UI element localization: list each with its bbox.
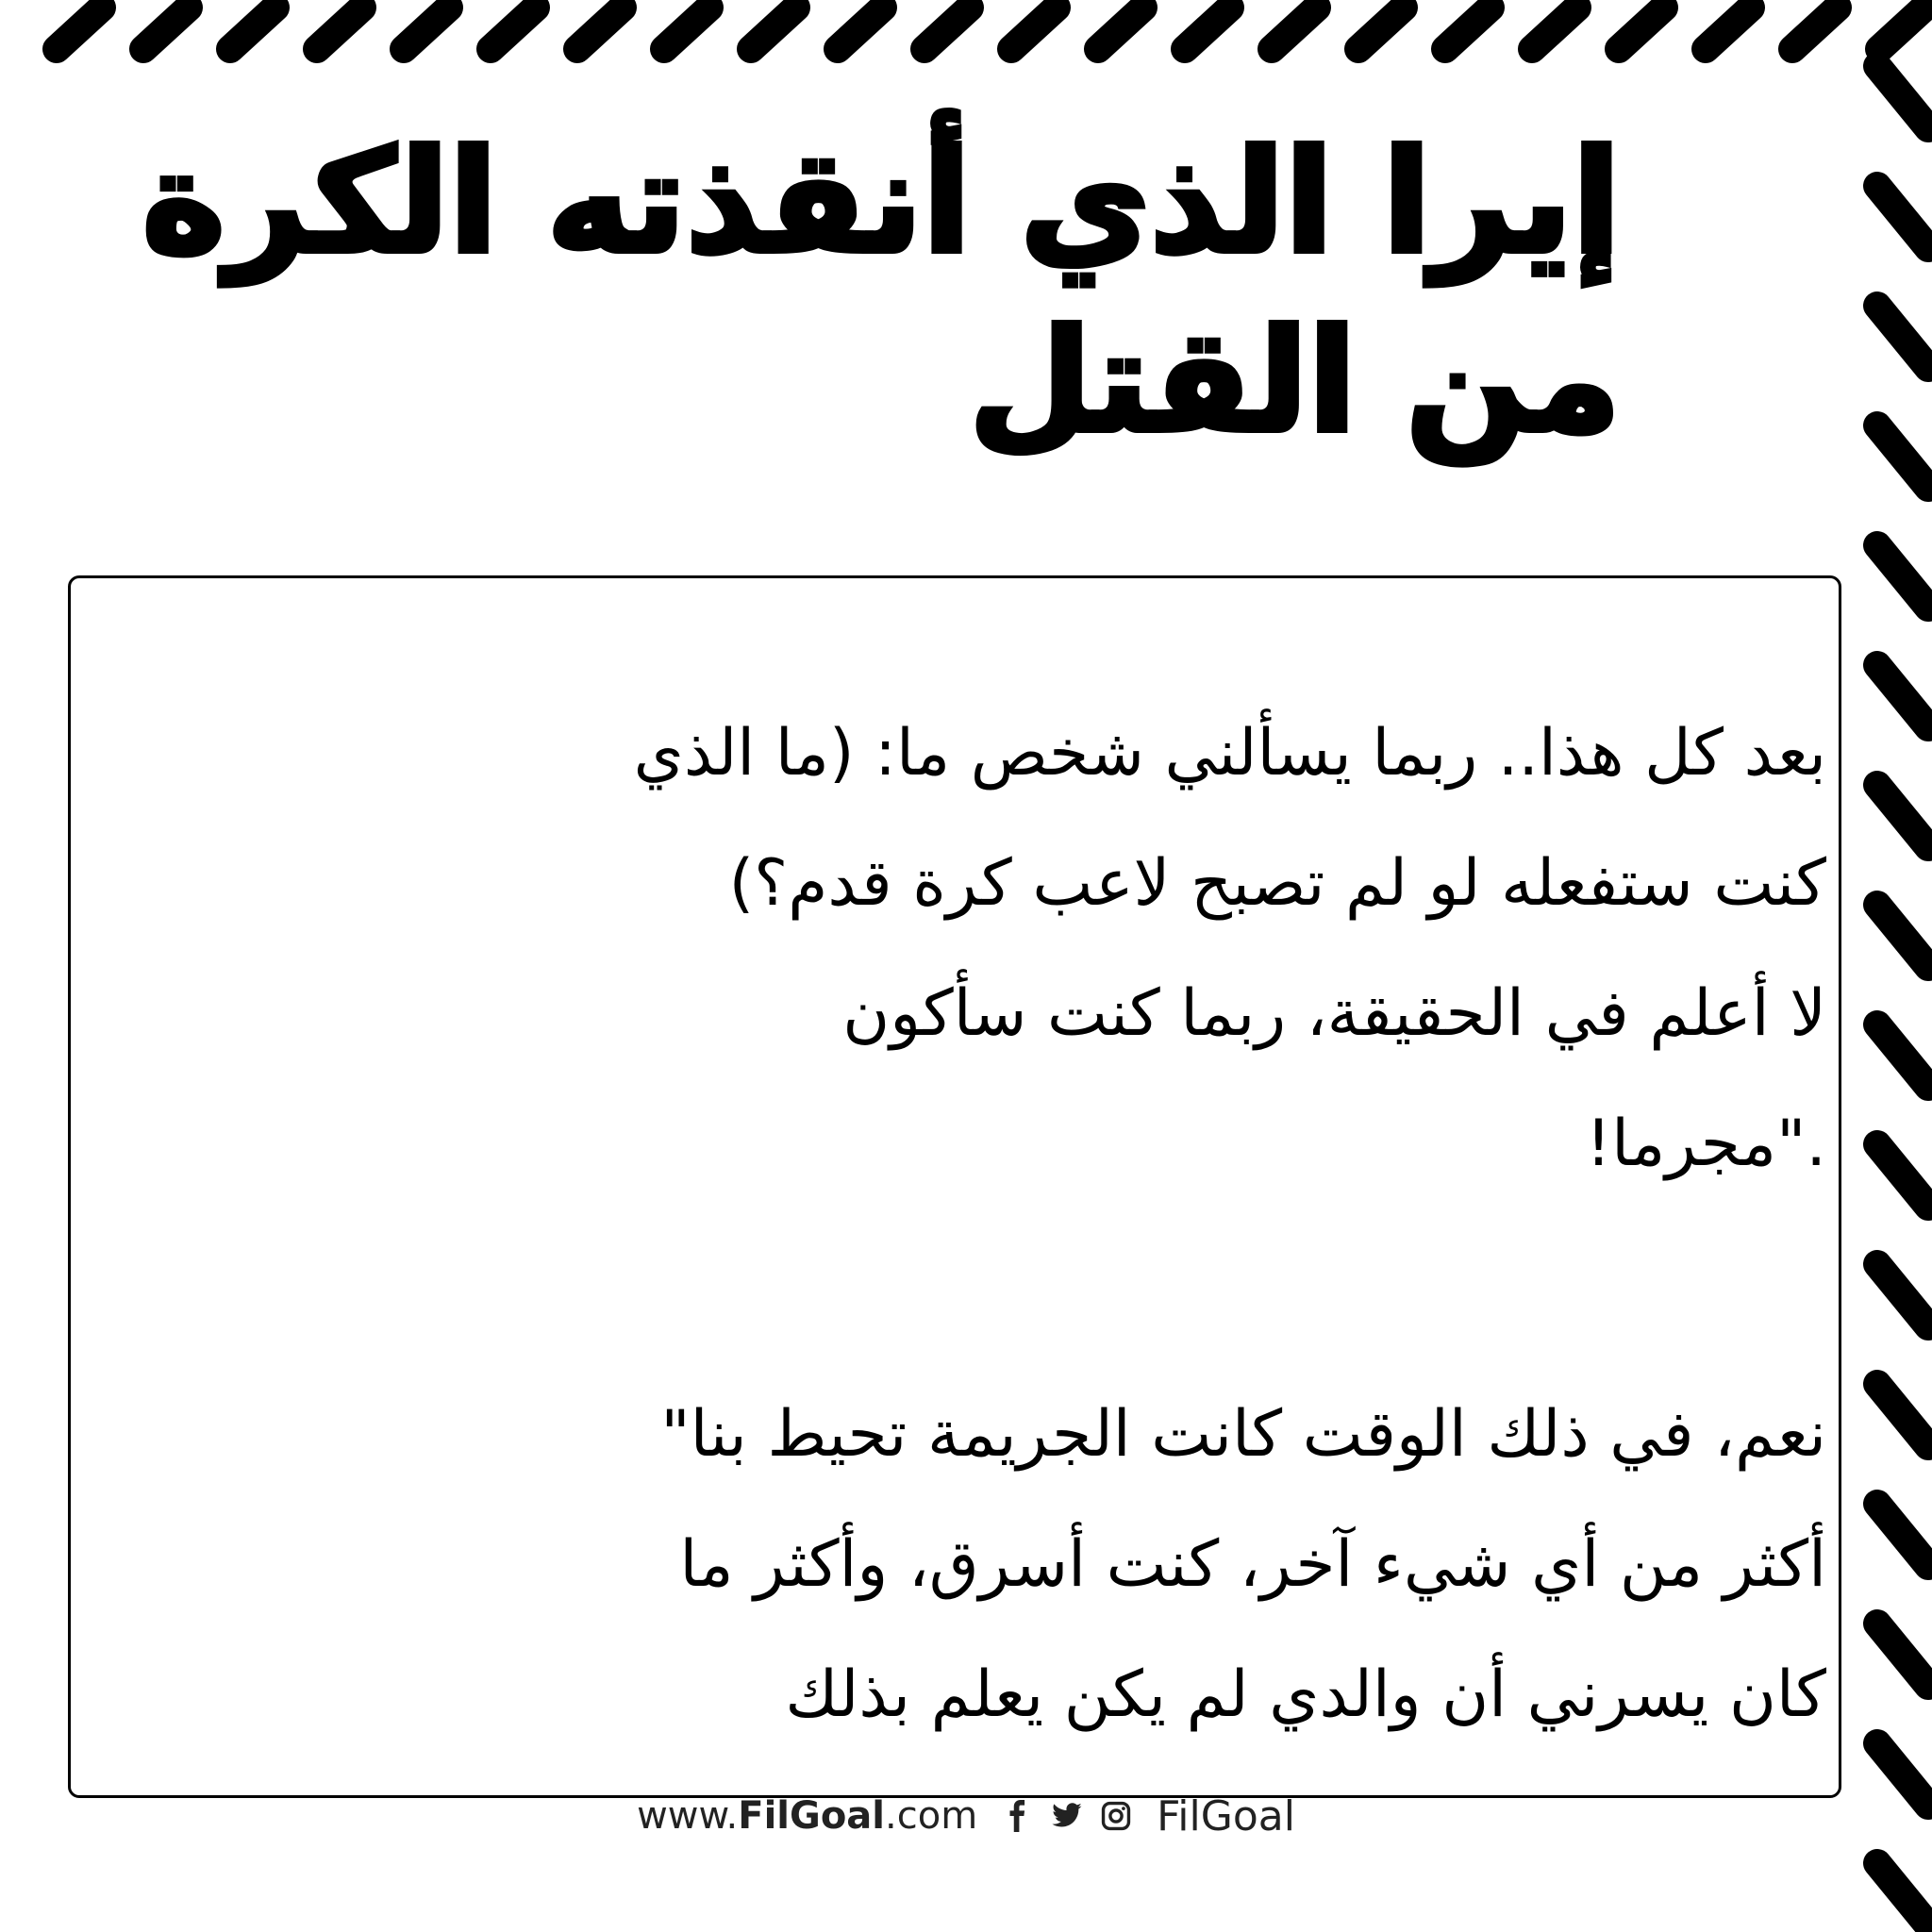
hazard-stripe xyxy=(1098,8,1143,49)
hazard-stripe xyxy=(924,8,970,49)
quote-line: كان يسرني أن والدي لم يكن يعلم بذلك xyxy=(785,1657,1826,1732)
hazard-stripe xyxy=(1877,1264,1928,1326)
hazard-stripe xyxy=(577,8,623,49)
twitter-icon[interactable] xyxy=(1051,1800,1083,1832)
hazard-stripe xyxy=(57,8,102,49)
hazard-stripe xyxy=(1532,8,1577,49)
hazard-stripe xyxy=(1877,545,1928,608)
hazard-stripe xyxy=(230,8,275,49)
website-link[interactable] xyxy=(637,1794,977,1838)
hazard-stripe xyxy=(1358,8,1404,49)
hazard-stripe xyxy=(1185,8,1230,49)
quote-line: أكثر من أي شيء آخر، كنت أسرق، وأكثر ما xyxy=(679,1527,1826,1602)
hazard-stripe xyxy=(838,8,883,49)
hazard-stripe xyxy=(317,8,362,49)
hazard-stripe xyxy=(1272,8,1317,49)
hazard-stripe xyxy=(1011,8,1057,49)
footer xyxy=(0,1778,1932,1854)
headline-line-1: إيرا الذي أنقذته الكرة xyxy=(142,121,1621,285)
headline-line-2: من القتل xyxy=(969,300,1621,464)
hazard-stripe xyxy=(1877,665,1928,727)
website-suffix: .com xyxy=(885,1794,978,1838)
quote-line: نعم، في ذلك الوقت كانت الجريمة تحيط بنا" xyxy=(660,1397,1826,1472)
quote-line: لا أعلم في الحقيقة، ربما كنت سأكون xyxy=(842,976,1826,1051)
instagram-icon[interactable] xyxy=(1100,1800,1132,1832)
hazard-stripe xyxy=(1877,1504,1928,1566)
hazard-stripe xyxy=(1706,8,1751,49)
website-brand: FilGoal xyxy=(738,1794,886,1838)
hazard-stripe xyxy=(143,8,189,49)
hazard-stripe xyxy=(1877,785,1928,847)
hazard-stripe xyxy=(1877,1624,1928,1686)
hazard-stripe xyxy=(1877,425,1928,488)
hazard-stripe xyxy=(1877,1144,1928,1207)
quote-paragraph-1 xyxy=(185,689,1826,1209)
quote-line: كنت ستفعله لو لم تصبح لاعب كرة قدم؟) xyxy=(728,846,1826,921)
social-icons xyxy=(1002,1800,1132,1832)
hazard-stripe xyxy=(1877,1863,1928,1925)
hazard-stripe xyxy=(664,8,709,49)
hazard-stripe xyxy=(1877,905,1928,967)
hazard-stripe xyxy=(1877,1384,1928,1446)
hazard-stripe xyxy=(491,8,536,49)
quote-line: ."مجرما! xyxy=(1585,1107,1826,1181)
quote-paragraph-2 xyxy=(185,1370,1826,1760)
quote-line: بعد كل هذا.. ربما يسألني شخص ما: (ما الذي xyxy=(633,716,1826,791)
hazard-stripe xyxy=(404,8,449,49)
hazard-stripe xyxy=(1877,306,1928,368)
hazard-stripe xyxy=(1877,66,1928,128)
hazard-stripe xyxy=(1619,8,1664,49)
hazard-stripe xyxy=(1879,8,1924,49)
social-handle[interactable]: FilGoal xyxy=(1157,1791,1295,1840)
website-prefix: www. xyxy=(637,1794,739,1838)
hazard-stripe xyxy=(751,8,796,49)
hazard-stripe xyxy=(1445,8,1491,49)
facebook-icon[interactable] xyxy=(1002,1800,1034,1832)
hazard-stripe xyxy=(1877,1024,1928,1087)
hazard-stripe xyxy=(1877,186,1928,248)
hazard-stripe xyxy=(1792,8,1838,49)
